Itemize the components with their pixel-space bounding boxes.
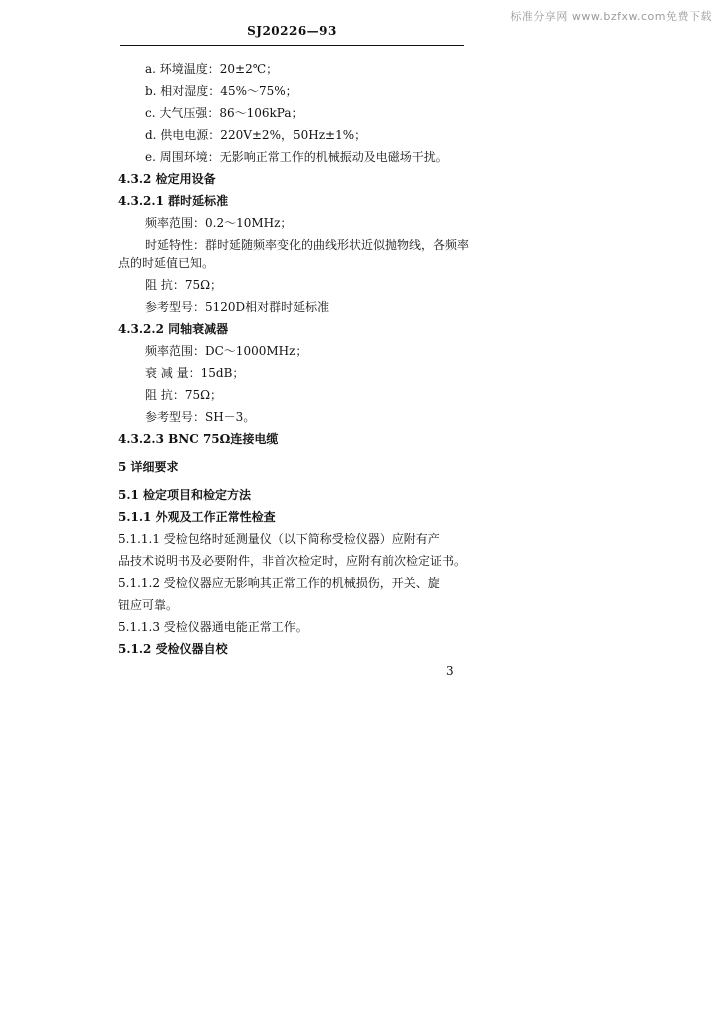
section-heading-4-3-2-1: 4.3.2.1 群时延标准 xyxy=(118,194,229,208)
spec-frequency-range-1: 频率范围：0.2～10MHz； xyxy=(145,216,293,230)
section-heading-4-3-2: 4.3.2 检定用设备 xyxy=(118,172,216,186)
watermark-text: 标准分享网 www.bzfxw.com免费下载 xyxy=(510,10,712,23)
spec-impedance-1: 阻 抗：75Ω； xyxy=(145,278,223,292)
paragraph-5-1-1-1-cont: 品技术说明书及必要附件，非首次检定时，应附有前次检定证书。 xyxy=(118,554,467,568)
condition-power-supply: d. 供电电源：220V±2%，50Hz±1%； xyxy=(145,128,367,142)
header-divider xyxy=(120,45,464,46)
section-heading-5-1: 5.1 检定项目和检定方法 xyxy=(118,488,252,502)
section-heading-5: 5 详细要求 xyxy=(118,460,179,474)
spec-reference-model-2: 参考型号：SH－3。 xyxy=(145,410,256,424)
condition-temperature: a. 环境温度：20±2℃； xyxy=(145,62,279,76)
paragraph-5-1-1-1: 5.1.1.1 受检包络时延测量仪（以下简称受检仪器）应附有产 xyxy=(118,532,440,546)
spec-attenuation: 衰 减 量：15dB； xyxy=(145,366,245,380)
section-heading-5-1-2: 5.1.2 受检仪器自校 xyxy=(118,642,228,656)
section-heading-4-3-2-3: 4.3.2.3 BNC 75Ω连接电缆 xyxy=(118,432,279,446)
paragraph-5-1-1-2: 5.1.1.2 受检仪器应无影响其正常工作的机械损伤，开关、旋 xyxy=(118,576,440,590)
standard-code-header: SJ20226—93 xyxy=(247,24,337,38)
section-heading-5-1-1: 5.1.1 外观及工作正常性检查 xyxy=(118,510,276,524)
spec-frequency-range-2: 频率范围：DC～1000MHz； xyxy=(145,344,308,358)
spec-delay-characteristic: 时延特性：群时延随频率变化的曲线形状近似抛物线，各频率 xyxy=(145,238,470,252)
spec-impedance-2: 阻 抗：75Ω； xyxy=(145,388,223,402)
section-heading-4-3-2-2: 4.3.2.2 同轴衰减器 xyxy=(118,322,229,336)
spec-delay-characteristic-cont: 点的时延值已知。 xyxy=(118,256,215,270)
paragraph-5-1-1-3: 5.1.1.3 受检仪器通电能正常工作。 xyxy=(118,620,308,634)
condition-humidity: b. 相对湿度：45%～75%； xyxy=(145,84,298,98)
condition-pressure: c. 大气压强：86～106kPa； xyxy=(145,106,304,120)
condition-environment: e. 周围环境：无影响正常工作的机械振动及电磁场干扰。 xyxy=(145,150,448,164)
page-number: 3 xyxy=(446,664,454,678)
spec-reference-model-1: 参考型号：5120D相对群时延标准 xyxy=(145,300,330,314)
paragraph-5-1-1-2-cont: 钮应可靠。 xyxy=(118,598,179,612)
